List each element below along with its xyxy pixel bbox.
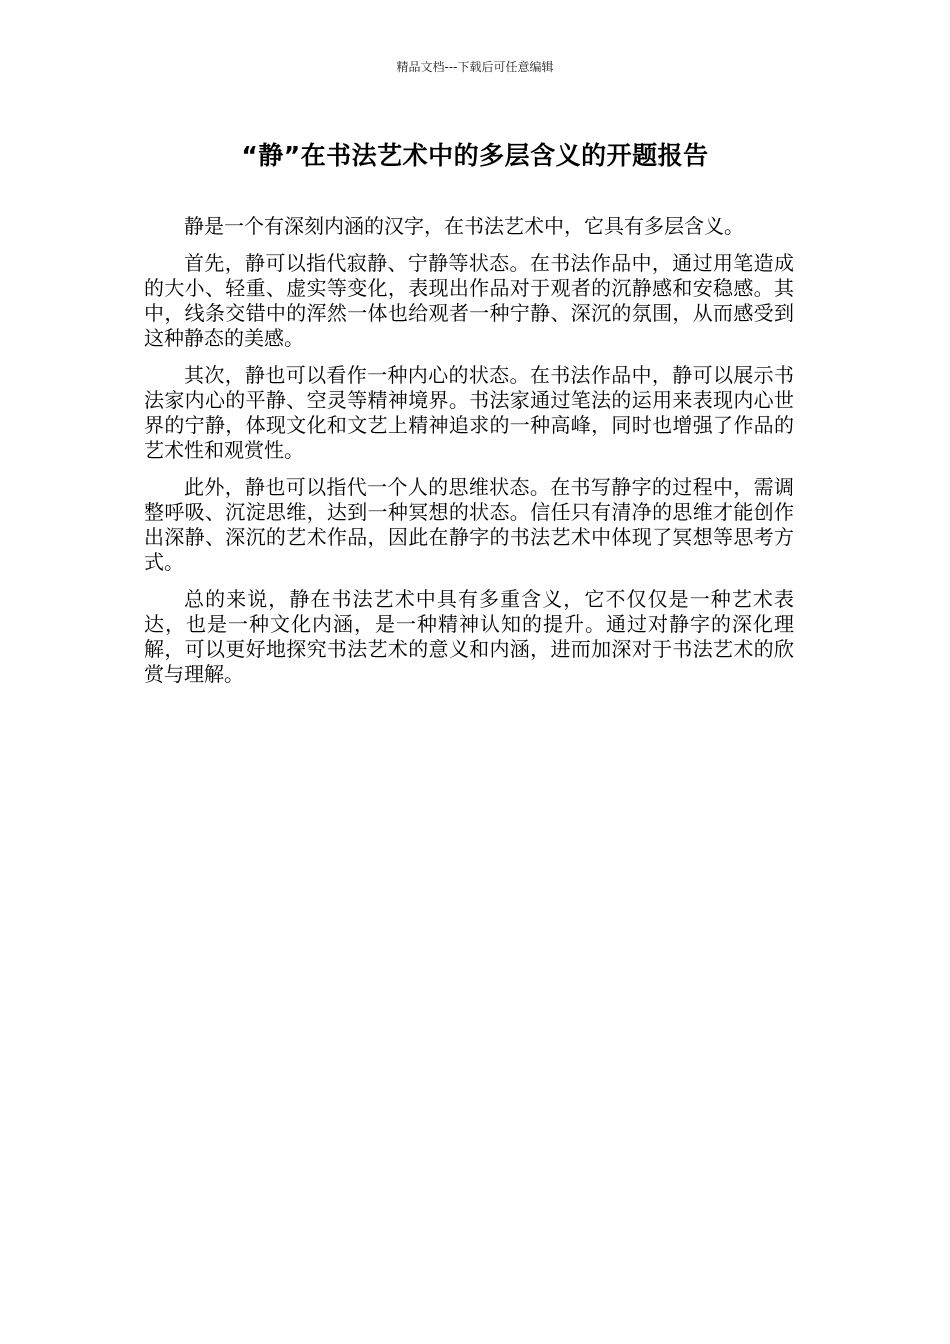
paragraph: 首先，静可以指代寂静、宁静等状态。在书法作品中，通过用笔造成的大小、轻重、虚实等变化，表现出作品对于观者的沉静感和安稳感。其中，线条交错中的浑然一体也给观者一种宁静、深沉的氛围，从而感受到这种静态的美感。 (144, 251, 794, 350)
header-note: 精品文档---下载后可任意编辑 (396, 60, 554, 74)
document-body (144, 214, 794, 699)
paragraph: 其次，静也可以看作一种内心的状态。在书法作品中，静可以展示书法家内心的平静、空灵等精神境界。书法家通过笔法的运用来表现内心世界的宁静，体现文化和文艺上精神追求的一种高峰，同时也增强了作品的艺术性和观赏性。 (144, 363, 794, 462)
paragraph: 此外，静也可以指代一个人的思维状态。在书写静字的过程中，需调整呼吸、沉淀思维，达到一种冥想的状态。信任只有清净的思维才能创作出深静、深沉的艺术作品，因此在静字的书法艺术中体现了冥想等思考方式。 (144, 475, 794, 574)
paragraph: 总的来说，静在书法艺术中具有多重含义，它不仅仅是一种艺术表达，也是一种文化内涵，是一种精神认知的提升。通过对静字的深化理解，可以更好地探究书法艺术的意义和内涵，进而加深对于书法艺术的欣赏与理解。 (144, 587, 794, 686)
paragraph: 静是一个有深刻内涵的汉字，在书法艺术中，它具有多层含义。 (184, 214, 744, 238)
document-title: “静”在书法艺术中的多层含义的开题报告 (241, 141, 709, 170)
